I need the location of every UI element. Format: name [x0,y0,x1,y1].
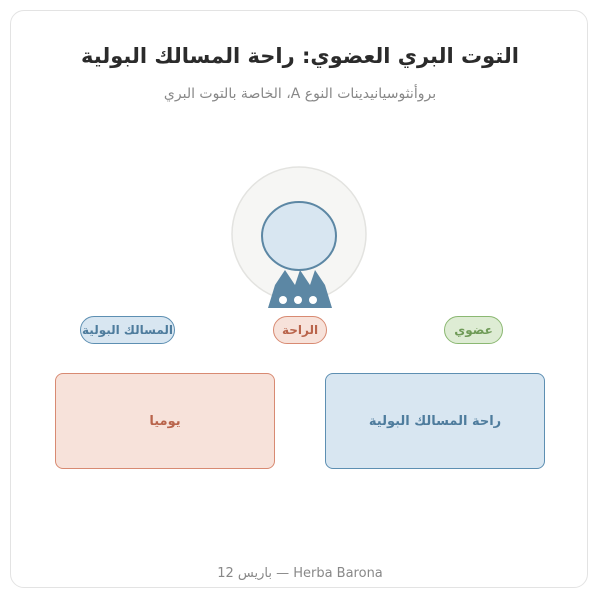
crown-dot-middle [294,296,302,304]
crown-dot-left [279,296,287,304]
badge-organic: عضوي [444,316,503,344]
page-title: التوت البري العضوي: راحة المسالك البولية [81,44,519,68]
berry-circle [262,202,336,270]
crown-dot-right [309,296,317,304]
urinary-relief-box [325,373,545,469]
badge-urinary-tract: المسالك البولية [80,316,175,344]
daily-box-label: يوميا [149,413,181,429]
badge-relief: الراحة [273,316,327,344]
page-subtitle: بروأنثوسيانيدينات النوع A، الخاصة بالتوت البري [163,86,437,102]
daily-box [55,373,275,469]
footer-credit: Herba Barona — باريس 12 [217,566,383,581]
urinary-relief-box-label: راحة المسالك البولية [368,413,502,429]
